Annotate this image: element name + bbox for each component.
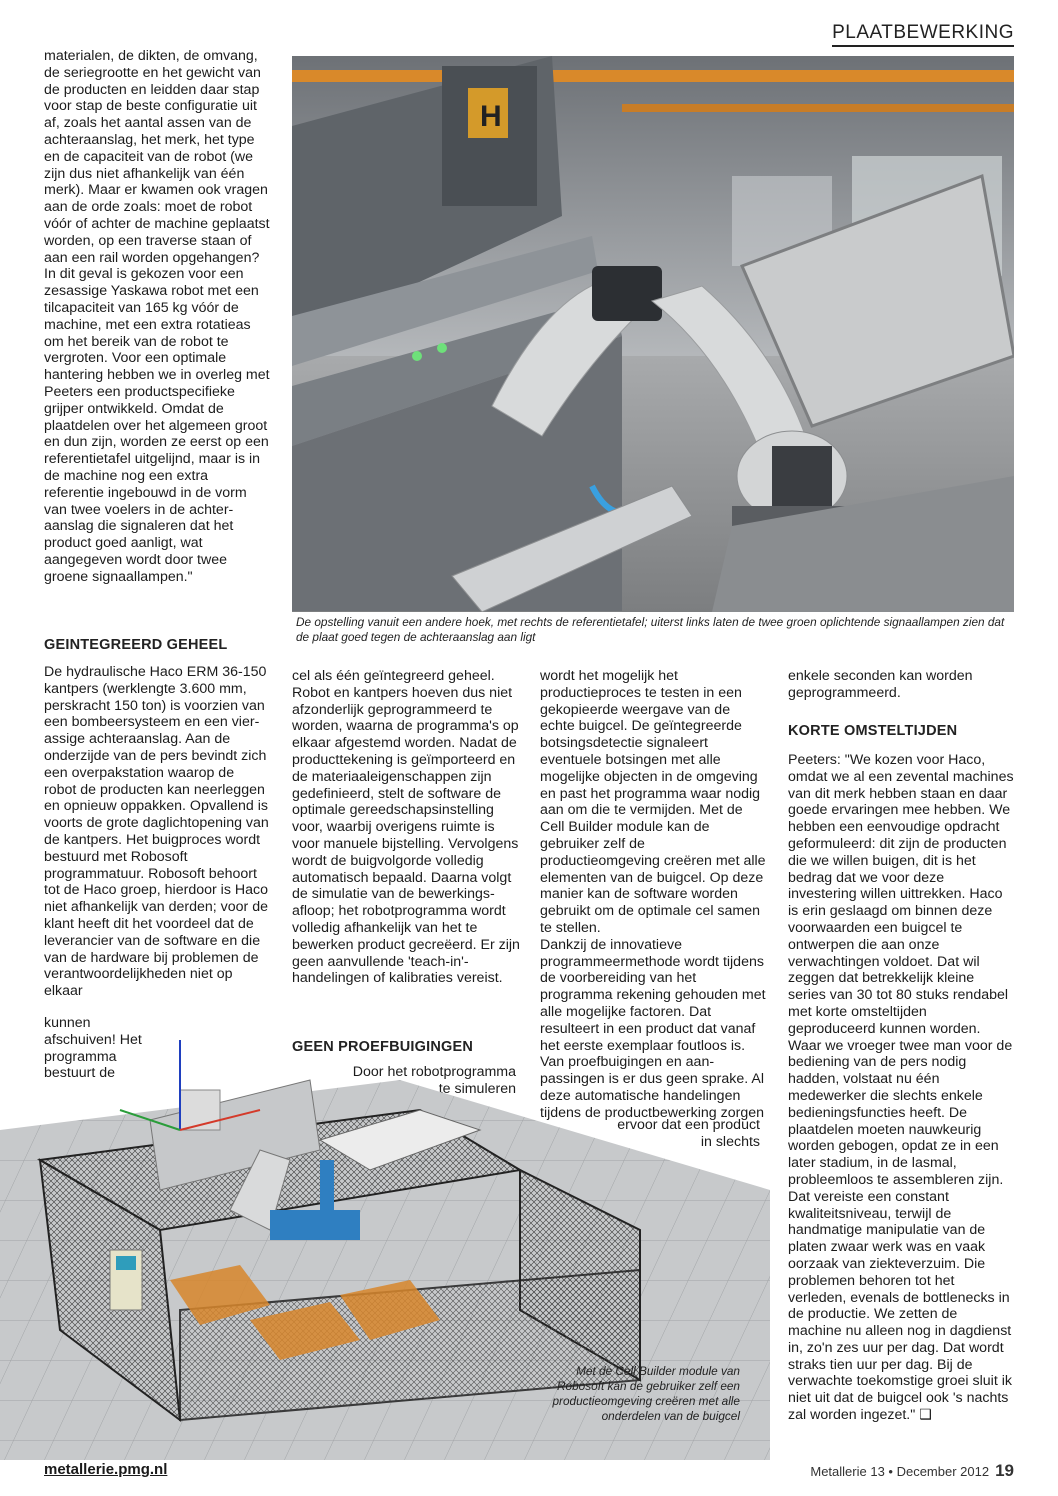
col3-body-text: wordt het mogelijk het productieproces te testen in een gekopieerde weergave van de echte buigcel. De geïntegreerde botsingsdetectie signaleert eventuele botsingen met alle mogelijke objecten in de omgeving en past het programma waar nodig aan om die te vermijden. Met de Cell Builder module kan de gebruiker zelf de productieomgeving creëren met alle elementen van de buigcel. Op deze manier kan de software worden gebruikt om de optimale cel samen te stellen. — [540, 668, 766, 936]
col1-tail-line: bestuurt de — [44, 1065, 115, 1082]
section-tag: PLAATBEWERKING — [832, 22, 1014, 47]
press-brake-robot-illustration — [292, 56, 1014, 612]
page-number: 19 — [995, 1461, 1014, 1480]
column-1-body — [44, 664, 270, 1000]
cellbuilder-caption-line: productieomgeving creëren met alle — [552, 1394, 740, 1408]
column-2-body — [292, 668, 520, 987]
issue-info: Metallerie 13 • December 2012 — [810, 1464, 990, 1479]
col1-tail-line: afschuiven! Het — [44, 1031, 142, 1048]
col1-body-text: De hydraulische Haco ERM 36-150 kantpers (werklengte 3.600 mm, perskracht 150 ton) is voorzien van een bombeersysteem en een vierassige achteraanslag. Aan de onderzijde van de pers bevindt zich een overpakstation waarop de robot de producten kan neerleggen en opnieuw oppakken. Opvallend is voorts de grote daglichtopening van de kantpers. Het buigproces wordt bestuurd met Robosoft programmatuur. Robosoft behoort tot de Haco groep, hierdoor is Haco niet afhankelijk van derden; voor de klant heeft dit het voordeel dat de leverancier van de software en die van de hardware bij problemen de verantwoordelijkheden niet op elkaar — [44, 664, 269, 1000]
col2-tail-line: te simuleren — [438, 1080, 516, 1097]
col3-tail-line: ervoor dat een product — [617, 1117, 760, 1133]
factory-photo — [292, 56, 1014, 612]
col4-body-text: Peeters: "We kozen voor Haco, omdat we al een zevental machines van dit merk hebben staan en daar goede ervaringen mee hebben. We hebben een eenvoudige opdracht geformuleerd: dit zijn de producten die we willen buigen, dit is het bedrag dat we voor deze investering willen uittrekken. Haco is erin geslaagd om binnen deze voorwaarden een buigcel te ontwerpen die aan onze verwachtingen voldoet. Dat wil zeggen dat betrekkelijk kleine series van 30 tot 80 stuks rendabel met korte omsteltijden geproduceerd kunnen worden. Waar we vroeger twee man voor de bediening van de pers nodig hadden, volstaat nu één medewerker die slechts enkele bedieningsfuncties heeft. De plaatdelen moeten nauwkeurig worden gebogen, opdat ze in een later stadium, in de lasmal, probleemloos te assembleren zijn. Dat vereiste een constant kwaliteitsniveau, terwijl de handmatige manipulatie van de platen zwaar werk was en vaak oorzaak van ziekteverzuim. Die problemen behoren tot het verleden, evenals de bottlenecks in de productie. We zetten de machine nu alleen nog in dagdienst in, zo'n zes uur per dag. Dat wordt straks tien uur per dag. Bij de verwachte toekomstige groei sluit ik niet uit dat de buigcel ook 's nachts zal worden ingezet." ❑ — [788, 752, 1014, 1424]
col3-tail-line: in slechts — [700, 1133, 760, 1150]
column-1-intro — [44, 48, 270, 586]
cellbuilder-caption-line: Met de Cell Builder module van — [576, 1364, 740, 1378]
heading-geintegreerd: GEINTEGREERD GEHEEL — [44, 637, 228, 653]
column-4-intro — [788, 668, 1014, 702]
photo-caption: De opstelling vanuit een andere hoek, met rechts de referentietafel; uiterst links laten de twee groen oplichtende signaallampen zien dat de plaat goed tegen de achteraanslag aan ligt — [296, 615, 1005, 644]
footer-issue — [810, 1461, 1014, 1481]
cellbuilder-caption — [470, 1364, 740, 1424]
heading-proefbuigingen: GEEN PROEFBUIGINGEN — [292, 1039, 474, 1055]
column-4-body — [788, 752, 1014, 1424]
col1-intro-text: materialen, de dikten, de omvang, de seriegrootte en het gewicht van de producten en leidden daar stap voor stap de beste configuratie uit af, zoals het aantal assen van de achteraanslag, het merk, het type en de capaciteit van de robot (we zijn dus niet afhankelijk van één merk). Maar er kwamen ook vragen aan de orde zoals: moet de robot vóór of achter de machine geplaatst worden, op een traverse staan of aan een rail worden opgehangen? In dit geval is gekozen voor een zesassige Yaskawa robot met een tilcapaciteit van 165 kg vóór de machine, met een extra rotatieas om het bereik van de robot te vergroten. Voor een optimale hantering hebben we in overleg met Peeters een productspecifieke grijper ontwikkeld. Omdat de plaatdelen over het algemeen groot en dun zijn, worden ze eerst op een referentietafel uitgelijnd, maar is in de machine nog een extra referentie ingebouwd in de vorm van twee voelers in de achteraanslag die signaleren dat het product goed aanligt, wat aangegeven wordt door twee groene signaallampen." — [44, 48, 270, 585]
col3-body-text-2: Dankzij de innovatieve programmeermethode wordt tijdens de voorbereiding van het programma rekening gehouden met alle mogelijke factoren. Dat resulteert in een product dat vanaf het eerste exemplaar foutloos is. Van proefbuigingen en aanpassingen is er dus geen sprake. Al deze automatische handelingen tijdens de productbewerking zorgen — [540, 936, 766, 1121]
col1-tail-line: programma — [44, 1048, 117, 1065]
cellbuilder-caption-line: Robosoft kan de gebruiker zelf een — [557, 1379, 740, 1393]
col2-tail-line: Door het robotprogramma — [352, 1064, 516, 1080]
col1-tail-line: kunnen — [44, 1015, 91, 1031]
col2-body-text: cel als één geïntegreerd geheel. Robot en kantpers hoeven dus niet afzonderlijk geprogrammeerd te worden, waarna de programma's op elkaar afgestemd worden. Nadat de producttekening is geïmporteerd en de materiaaleigenschappen zijn gedefinieerd, stelt de software de optimale gereedschapsinstelling voor, waarbij overigens ruimte is voor manuele bijstelling. Vervolgens wordt de buigvolgorde volledig automatisch bepaald. Daarna volgt de simulatie van de bewerkingsafloop; het robotprogramma wordt volledig afhankelijk van het te bewerken product gecreëerd. Er zijn geen aanvullende 'teach-in'-handelingen of kalibraties vereist. — [292, 668, 520, 987]
col4-intro-text: enkele seconden kan worden geprogrammeerd. — [788, 668, 973, 701]
footer-website-link[interactable]: metallerie.pmg.nl — [44, 1461, 168, 1478]
cellbuilder-caption-line: onderdelen van de buigcel — [601, 1409, 740, 1423]
machine-logo: H — [480, 100, 502, 133]
heading-korte-omsteltijden: KORTE OMSTELTIJDEN — [788, 723, 958, 739]
